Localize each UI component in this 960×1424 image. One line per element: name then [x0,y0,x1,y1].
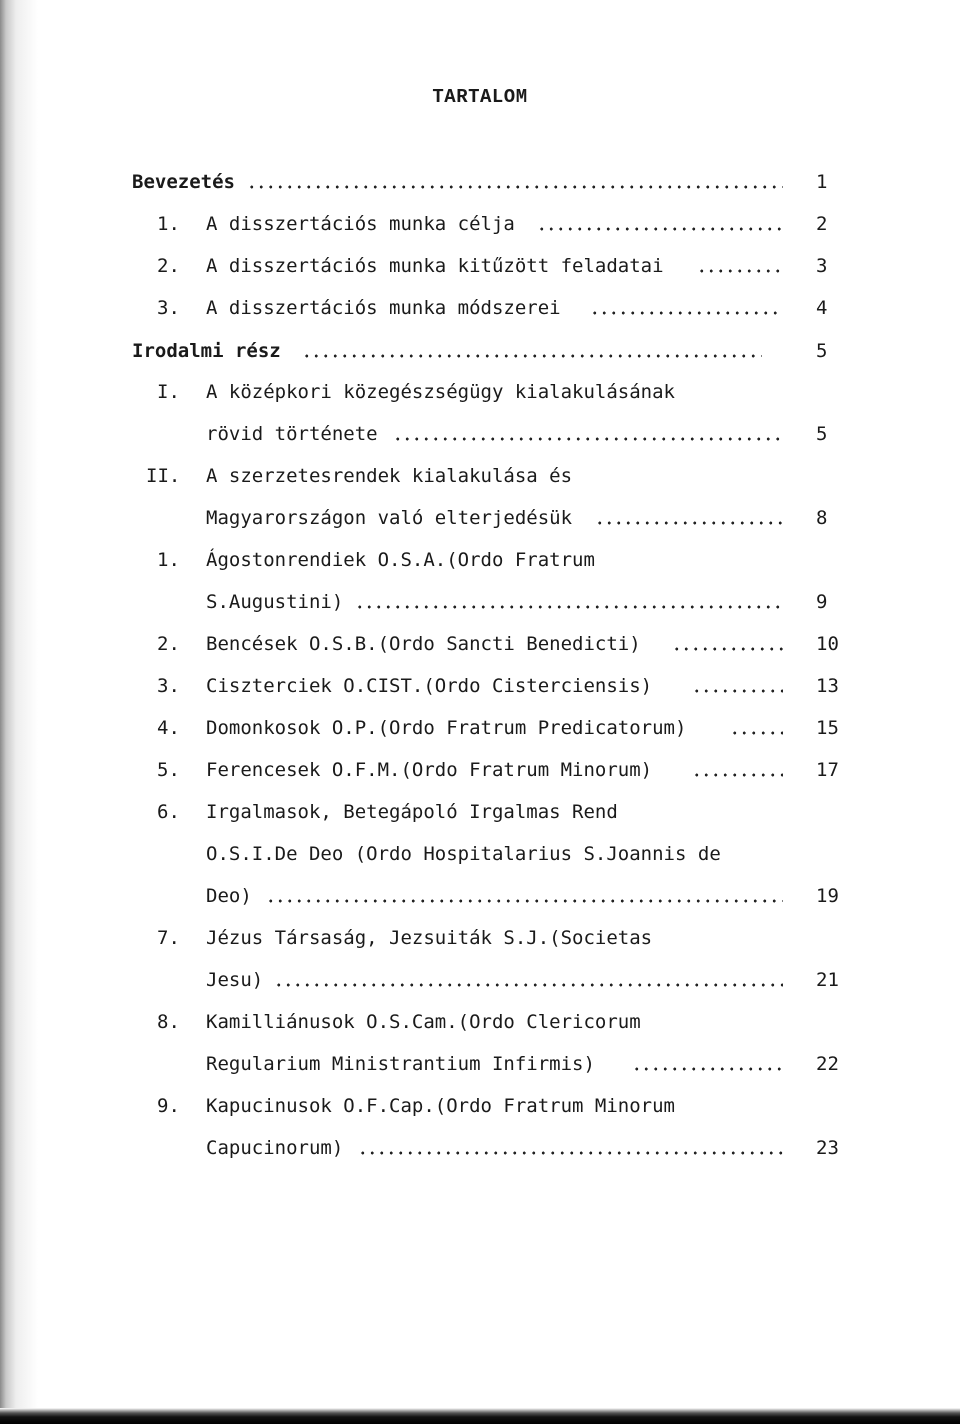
dot-leader [355,605,783,609]
toc-entry-text: Kapucinusok O.F.Cap.(Ordo Fratrum Minorum [206,1095,675,1117]
toc-entry-text: Bevezetés [132,171,235,193]
toc-entry-text: Ciszterciek O.CIST.(Ordo Cisterciensis) [206,675,653,697]
dot-leader [697,269,783,273]
toc-entry-number: I. [157,381,180,403]
dot-leader [672,647,783,651]
toc-entry-number: 6. [157,801,180,823]
toc-entry-text: Jesu) [206,969,264,991]
toc-entry-text: Bencések O.S.B.(Ordo Sancti Benedicti) [206,633,641,655]
toc-entry-number: 5. [157,759,180,781]
toc-entry-text: rövid története [206,423,378,445]
dot-leader [358,1151,783,1155]
toc-entry-number: 3. [157,297,180,319]
dot-leader [247,185,783,189]
toc-entry-text: Irgalmasok, Betegápoló Irgalmas Rend [206,801,618,823]
dot-leader [692,773,783,777]
toc-page-number: 4 [816,297,828,319]
dot-leader [595,521,783,525]
dot-leader [632,1067,783,1071]
toc-entry-text: Ágostonrendiek O.S.A.(Ordo Fratrum [206,549,595,571]
toc-entry-text: A szerzetesrendek kialakulása és [206,465,573,487]
toc-entry-text: O.S.I.De Deo (Ordo Hospitalarius S.Joannis de [206,843,721,865]
toc-page-number: 19 [816,885,839,907]
toc-entry-number: 2. [157,255,180,277]
toc-page-number: 10 [816,633,839,655]
dot-leader [302,354,762,358]
toc-entry-text: Domonkosok O.P.(Ordo Fratrum Predicatorum) [206,717,687,739]
toc-page-number: 5 [816,423,828,445]
toc-entry-text: A középkori közegészségügy kialakulásának [206,381,675,403]
dot-leader [730,731,783,735]
toc-entry-number: 4. [157,717,180,739]
toc-page-number: 23 [816,1137,839,1159]
dot-leader [393,437,783,441]
toc-entry-text: Regularium Ministrantium Infirmis) [206,1053,595,1075]
toc-entry-text: Jézus Társaság, Jezsuiták S.J.(Societas [206,927,653,949]
toc-page-number: 22 [816,1053,839,1075]
toc-page-number: 9 [816,591,828,613]
toc-entry-number: 1. [157,549,180,571]
dot-leader [590,311,783,315]
toc-page-number: 5 [816,340,828,362]
toc-entry-number: 7. [157,927,180,949]
scan-edge-bottom [0,1408,960,1424]
toc-entry-text: A disszertációs munka célja [206,213,515,235]
toc-entry-text: Capucinorum) [206,1137,344,1159]
toc-page-number: 8 [816,507,828,529]
toc-entry-number: 1. [157,213,180,235]
dot-leader [692,689,783,693]
toc-page-number: 15 [816,717,839,739]
toc-entry-text: A disszertációs munka módszerei [206,297,561,319]
toc-entry-text: Deo) [206,885,252,907]
dot-leader [537,227,783,231]
page-title: TARTALOM [432,86,528,108]
toc-page-number: 21 [816,969,839,991]
toc-page-number: 3 [816,255,828,277]
toc-entry-text: A disszertációs munka kitűzött feladatai [206,255,664,277]
toc-entry-text: Ferencesek O.F.M.(Ordo Fratrum Minorum) [206,759,653,781]
toc-entry-text: Kamilliánusok O.S.Cam.(Ordo Clericorum [206,1011,641,1033]
dot-leader [274,983,783,987]
toc-entry-number: 3. [157,675,180,697]
toc-entry-text: S.Augustini) [206,591,344,613]
dot-leader [266,899,783,903]
toc-entry-number: 8. [157,1011,180,1033]
toc-entry-text: Irodalmi rész [132,340,281,362]
toc-entry-number: 2. [157,633,180,655]
toc-page-number: 1 [816,171,828,193]
toc-entry-number: 9. [157,1095,180,1117]
toc-page-number: 17 [816,759,839,781]
toc-entry-text: Magyarországon való elterjedésük [206,507,573,529]
toc-page-number: 2 [816,213,828,235]
toc-page-number: 13 [816,675,839,697]
toc-entry-number: II. [146,465,181,487]
